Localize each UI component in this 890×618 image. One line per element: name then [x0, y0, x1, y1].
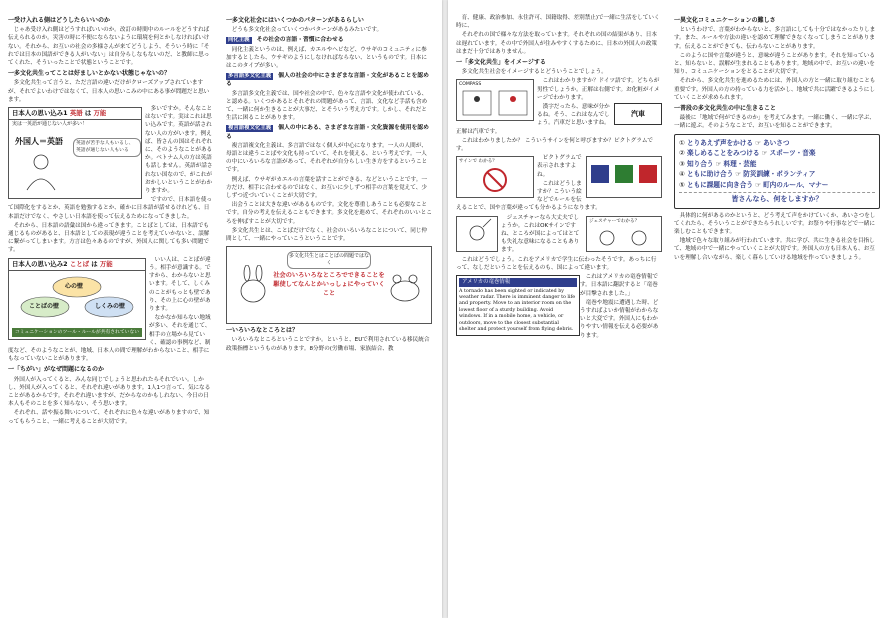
right-column-1 — [456, 14, 662, 341]
item-action: ともに助け合う — [687, 170, 734, 179]
paragraph: というわけで、言葉がわからないと、多言語にしても十分ではなかったりします。また、ルールや方法の違いを認めて理解できなくなってしまうことがあります。伝えることができても、伝わらないことがあります。 — [674, 27, 876, 50]
sign-figure-restroom — [456, 79, 534, 121]
section-heading: 一「多文化共生」をイメージする — [456, 59, 546, 67]
paragraph: 複言語複文化主義は、多言語ではなく個人が中心になります。一人の人間が、母語とは違うことばや文化も持っていて、それを使える、という考えです。一人の中にいろいろな言語があって、それぞれが自分らしい生き方をするということです。 — [226, 142, 428, 174]
paragraph: 具体的に何があるのかというと、どう考えて声をかけていくか、あいさつをしてくれたら、そういうことができたらうれしいです。お祭りや行事などで一緒に楽しむこともできます。 — [674, 212, 876, 236]
gesture-hands-icon — [587, 226, 661, 250]
paragraph: どうも多文化社会っていくつかパターンがあるみたいです。 — [231, 27, 383, 34]
item-example: 町内のルール、マナー — [763, 180, 829, 189]
gesture-figure — [456, 216, 498, 252]
sign-label: サインで わかる？ — [459, 159, 497, 165]
paragraph: 竜巻や地震に遭遇した時、どうすればよいか情報がわからないと大変です。外国人にもわかりやすい情報を伝える必要があります。 — [580, 299, 659, 339]
section-heading: 一「ちがい」がなぜ問題になるのか — [8, 366, 105, 374]
paragraph: 多文化共生社会をイメージするとどういうことでしょう。 — [461, 69, 607, 76]
paragraph: ピクトグラムで表示されますよね。 — [537, 155, 582, 178]
paragraph: 最後に「地域で何ができるのか」を考えてみます。一緒に働く、一緒に学ぶ、一緒に遊ぶ。そのようなことで、お互いを知ることができます。 — [674, 115, 875, 130]
item-action: ともに課題に向き合う — [687, 180, 753, 189]
definition-tag-row — [226, 124, 432, 140]
paragraph: 同化主義というのは、例えば、カエルやヘビなど、ウサギのコミュニティに参加するとしたら、ウサギのようにしなければならない、というものです。日本にはこのタイプが多い。 — [226, 46, 427, 70]
figure-title-text: 日本人の思い込み1 — [12, 109, 68, 118]
action-list-question: 皆さんなら、何をしますか？ — [679, 192, 875, 205]
action-list-item: ③ 知り合う ☞ 料理・芸能 — [679, 159, 757, 168]
paragraph: じゃあ受け入れ側はどうすればいいのか。改訂の時間中のルールをどうすれば伝えられるのか。災害の時に不便にならないように環境を何とかしなければいけない。それから、お互いの社会の多様さんが来てどうしよう、そういう時に「それでは日本の国語ができる人がいない」は自分らしなもないのだ、と教師に思ってくれた、そういったことで状態ということです。 — [8, 27, 210, 67]
item-number: ④ — [679, 170, 685, 179]
action-list-item: ⑤ ともに課題に向き合う ☞ 町内のルール、マナー — [679, 180, 829, 189]
paragraph: それぞれ、話や振る舞いについて、それぞれに色々な違いがありますので、知ってもらうこと、一緒に考えることが大切です。 — [8, 410, 210, 425]
item-number: ⑤ — [679, 180, 685, 189]
item-action: 楽しめることをみつける — [687, 149, 760, 158]
figure-quote: 実は一英語が通じない人が多い！ — [12, 121, 88, 128]
paragraph: これはわかりましたか？ こういうサインを何と呼びますか？ピクトグラムです。 — [456, 137, 654, 153]
item-example: 防災訓練・ボランティア — [743, 170, 816, 179]
figure-title-key: 万能 — [99, 259, 113, 268]
figure-title-key: 万能 — [93, 109, 107, 118]
pictogram-signs-icon — [587, 157, 661, 197]
figure-main-text: 外国人＝英語 — [15, 137, 63, 147]
frog-illustration-icon — [385, 265, 425, 305]
item-number: ③ — [679, 159, 685, 168]
action-list-item: ① とりあえず声をかける ☞ あいさつ — [679, 138, 790, 147]
left-column-1 — [8, 14, 214, 427]
tag-description: 個人の社会の中にさまざまな言語・文化があることを認める — [226, 73, 429, 88]
figure-emphasis-text: 社会のいろいろなところでできることを駆使してなんとかいっしょにやっていくこと — [273, 272, 385, 298]
sign-figure-pictogram — [456, 156, 534, 198]
section-heading: 一いろいろなところとは？ — [226, 327, 299, 335]
paragraph: 外国人が入ってくると、みんな同じでしょうと思われたらそれでいい。しかし、外国人が入ってくると、それぞれ違いがあります。1人1つ言って、気になることがあるからです。それぞれ違いますが、だからなのかもしれない、今日の日本人もそのことを多く知らない、そう思います。 — [8, 376, 211, 408]
paragraph: ジェスチャーなら大丈夫でしょうか。これはOKサインですね、ところが国によってはとても失礼な意味になることもあります。 — [501, 214, 580, 254]
right-column-2 — [674, 14, 880, 263]
item-number: ① — [679, 138, 685, 147]
section-heading: 一多文化社会にはいくつかのパターンがあるらしい — [226, 17, 364, 24]
item-example: あいさつ — [763, 138, 790, 147]
paragraph: それから、日本語の語彙は国から違ってきます。ことばとしては、日本語でも通じるものがあると、日本語としての表現が違うことを考えていかないと、誤解に繋がってしまいます。方言は色々あるのですが、外国人に関しても多い問題です。 — [8, 222, 210, 254]
paragraph: なかなか知らない地域が多い、それを通じて、相手の立場から見ていく、確認の事例など、制度など、そのようなことが、地域、日本人の間で理解がわからないこと、相手にもなっていないことがあります。 — [8, 315, 211, 363]
item-example: スポーツ・音楽 — [769, 149, 816, 158]
paragraph: 出会うことは大きな違いがあるものです。文化を尊重しあうことも必要なことです。自分の考えを伝えることもできます。多文化を進めて、それぞれのいいところを伸ばすことが大切です。 — [226, 202, 432, 225]
paragraph: これはアメリカの竜巻情報です。日本語に翻訳すると「竜巻が目撃されました。」 — [580, 274, 658, 297]
figure-title — [9, 108, 141, 120]
tag-plurilingualism: 複言語複文化主義 — [228, 125, 272, 132]
tornado-warning-box — [456, 275, 580, 336]
paragraph: それぞれの国で様々な方法を取っています。それぞれの国の結果があり、日本は遅れています。その中で外国人が住みやすくするために、日本の外国人の政策はまだ十分ではありません。 — [456, 32, 657, 55]
paragraph: これはどうしますか？こういう絵などでルールを伝えることで、国や言葉が違っても分かるようになります。 — [456, 180, 601, 212]
tag-assimilation: 同化主義 — [228, 37, 250, 44]
three-walls-diagram — [9, 273, 145, 323]
tornado-warning-text: A tornado has been sighted or indicated by weather radar. There is imminent danger to life and property. Move to an interior room on the lowest floor of a sturdy building. Avoid windows. If in a mobile home, a vehicle, or outdoors, move to the closest substantial shelter and protect yourself from flying debris. — [459, 288, 576, 332]
paragraph: 漢字だったら、意味が分かるね。そう、これはなんでしょう。汽車だと思いますね。正解は汽車です。 — [456, 104, 610, 135]
paragraph: これはどうでしょう。これをアメリカで学生に伝わったそうです。あっちに行って、なしだということを伝えるのも、国によって違います。 — [456, 256, 657, 271]
tag-description: その社会の言語・習慣に合わせる — [256, 37, 344, 44]
item-number: ② — [679, 149, 685, 158]
ok-hand-gesture-icon — [457, 217, 497, 251]
paragraph: これはわかりますか？ドイツ語です。どちらが男性でしょうか。正解は右側です。お化粧がイメージでわかります。 — [537, 78, 660, 101]
figure-title-key: 英語 — [69, 109, 83, 118]
figure-title — [9, 259, 145, 271]
figure-title-text: 日本人の思い込み2 — [12, 259, 68, 268]
figure-assumption-1 — [8, 107, 142, 199]
figure-title-particle: は — [91, 259, 98, 268]
paragraph: 地域で色々な取り組みが行われています。共に学び、共に生きる社会を目指して、地域の中で一緒にやっていくことが大切です。外国人の方も日本人も、お互いを理解し合いながら、楽しく暮らしていける地域を作っていきましょう。 — [674, 238, 875, 261]
definition-tag-row — [226, 72, 432, 88]
figure-title-particle: は — [84, 109, 92, 118]
paragraph: いい人は、ことばが違う。相手が意識する。ですから、わからないと思います。そして、しくみのことがもっとも壁であり、その上に心の壁があります。 — [149, 256, 211, 312]
figure-title-key: ことば — [69, 259, 89, 268]
item-action: とりあえず声をかける — [687, 138, 753, 147]
paragraph: 多言語多文化主義では、国や社会の中で、色々な言語や文化が使われている、と認める。いくつかあるとそれぞれの問題があって、言語、文化など手話も含めて、一緒に何か生きることが大事だ、とそういう考え方です。しかし、それだと生活に困ることがあります。 — [226, 90, 428, 122]
item-action: 知り合う — [687, 159, 714, 168]
wall-label-language: ことばの壁 — [29, 302, 60, 310]
speech-bubble: 英語が苦手な人もいるし、英語が通じない人もいる — [73, 138, 141, 157]
wall-label-heart: 心の壁 — [65, 282, 84, 290]
section-heading: 一多文化共生ってことは好ましいとかない状態じゃないの？ — [8, 70, 171, 78]
paragraph: 育、健康、政治参加、永住許可、国籍取得、差別禁止)で一緒に生活をしていく時に、 — [456, 15, 660, 30]
paragraph: それから、多文化共生を進めるためには、外国人の方と一緒に取り組むことも重要です。外国人の方の持っている力を活かし、地域で共に活躍できるようにしていくことが求められます。 — [674, 78, 876, 101]
wall-label-system: しくみの壁 — [95, 302, 126, 310]
kisha-sign: 汽車 — [614, 103, 662, 125]
action-list-box — [674, 134, 880, 209]
paragraph: 例えば、ウサギがカエルの言葉を話すことができる、などということです。一方だけ、相手に合わせるのではなく、お互いに少しずつ相手の言葉を覚えて、少しずつ近づいていくことが大切です。 — [226, 176, 427, 200]
tag-description: 個人の中にある、さまざまな言語・文化資源を使用を認める — [226, 125, 429, 140]
section-heading: 一普段の多文化共生の中に生きること — [674, 105, 777, 113]
figure-multicultural-definition — [226, 246, 432, 324]
paragraph: 多文化共生って言うと、ただ言語の違いだけがクローズアップされていますが、それでよいわけではなくて、日本人の思いこみの中にある事が問題だと思います。 — [8, 80, 210, 103]
sign-figure-signs — [586, 156, 662, 198]
sign-label: ジェスチャーでわかる？ — [589, 218, 640, 224]
no-entry-sign-icon — [457, 166, 533, 196]
left-page — [0, 0, 442, 618]
figure-caption: 多文化共生とはことばの問題ではなく — [287, 251, 371, 269]
person-illustration-icon — [21, 152, 61, 192]
paragraph: いろいろなところということですか。というと、EUで利用されている移民統合政策指標というものがあります。8分野の(労働市場、家族結合、教 — [226, 337, 430, 352]
action-list-item: ④ ともに助け合う ☞ 防災訓練・ボランティア — [679, 170, 816, 179]
item-example: 料理・芸能 — [723, 159, 757, 168]
gesture-figure-2 — [586, 216, 662, 252]
restroom-sign-icon — [457, 89, 533, 119]
tag-multilingualism: 多言語多文化主義 — [228, 73, 272, 80]
figure-banner: コミュニケーションのツール・ルールが共有されていない — [12, 328, 142, 337]
left-column-2 — [226, 14, 432, 354]
figure-assumption-2 — [8, 258, 146, 340]
section-heading: 一異文化コミュニケーションの難しさ — [674, 17, 776, 24]
tornado-warning-title: アメリカの竜巻情報 — [459, 278, 577, 286]
rabbit-illustration-icon — [233, 265, 273, 305]
action-list-item: ② 楽しめることをみつける ☞ スポーツ・音楽 — [679, 149, 816, 158]
sign-label: COMPASS — [459, 82, 482, 88]
paragraph: 多いですか。そんなことはないです。実はこれは思い込みです。英語が話されない人の方がいます。例えば、皆さんの国はそれぞれに、そのようなことがあるか。ベトナム人の方は英語も話しません。英語が話されない国なので、がこれがおかしいということがわかりますか。 — [145, 106, 213, 195]
section-heading: 一受け入れる側はどうしたらいいのか — [8, 17, 111, 24]
paragraph: ですので、日本語を使って国際化をするとか、英語を勉強するとか、確かに日本語が話せるけれども、日本語だけでなく、やさしい日本語を使って伝えるためになってきました。 — [8, 197, 213, 220]
definition-tag-row — [226, 36, 432, 44]
paragraph: 多文化共生とは、ことばだけでなく、社会のいろいろなことについて、同じ仲間として、一緒にやっていこうということです。 — [226, 227, 428, 243]
right-page — [448, 0, 890, 618]
paragraph: このように国や言葉が違うと、意味が違うことがあります。それを知っていると、知らないと、誤解が生まれることもあります。地域の中で、お互いの違いを知り、コミュニケーションをとることが大切です。 — [674, 52, 875, 76]
